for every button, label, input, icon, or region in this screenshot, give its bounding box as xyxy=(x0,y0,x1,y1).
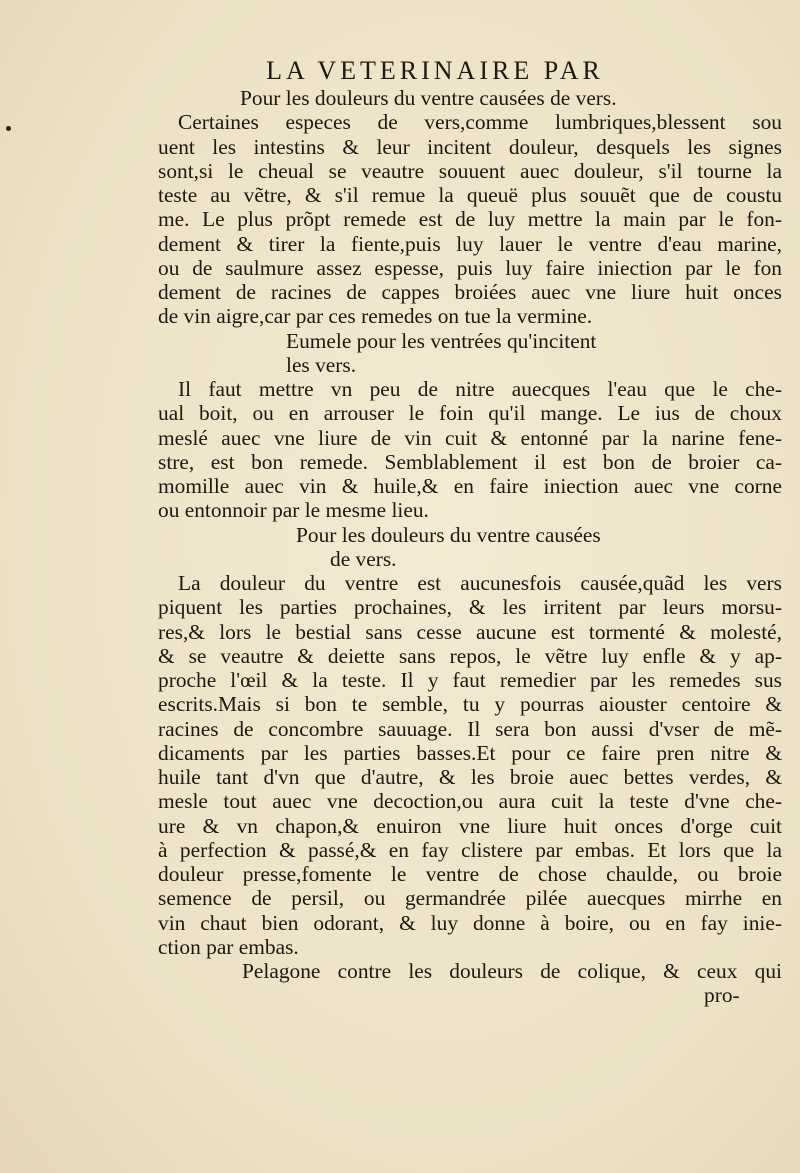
text-line: dement & tirer la fiente,puis luy lauer le ventre d'eau marine, xyxy=(158,231,782,256)
text-line: à perfection & passé,& en fay clistere par embas. Et lors que la xyxy=(158,837,782,862)
text-line: Pour les douleurs du ventre causées de vers. xyxy=(240,86,617,110)
text-line: meslé auec vne liure de vin cuit & entonné par la narine fene- xyxy=(158,425,782,450)
text-line: de vin aigre,car par ces remedes on tue la vermine. xyxy=(158,304,593,329)
text-line: ure & vn chapon,& enuiron vne liure huit onces d'orge cuit xyxy=(158,813,782,838)
text-line: huile tant d'vn que d'autre, & les broie auec bettes verdes, & xyxy=(158,765,782,789)
text-line: sont,si le cheual se veautre souuent auec douleur, s'il tourne la xyxy=(158,158,782,183)
text-line: Pour les douleurs du ventre causées xyxy=(296,522,601,547)
text-line: semence de persil, ou germandrée pilée auecques mirrhe en xyxy=(158,886,782,911)
text-line: ual boit, ou en arrouser le foin qu'il mange. Le ius de choux xyxy=(158,401,782,426)
text-line: ou entonnoir par le mesme lieu. xyxy=(158,498,429,523)
body-text xyxy=(158,86,782,1008)
text-line: Pelagone contre les douleurs de colique, & ceux qui xyxy=(242,959,782,983)
text-line: ou de saulmure assez espesse, puis luy faire iniection par le fon xyxy=(158,255,782,280)
text-line: racines de concombre sauuage. Il sera bon aussi d'vser de mẽ- xyxy=(158,716,782,741)
text-line: res,& lors le bestial sans cesse aucune est tormenté & molesté, xyxy=(158,619,782,644)
text-line: mesle tout auec vne decoction,ou aura cuit la teste d'vne che- xyxy=(158,789,782,814)
text-line: teste au vẽtre, & s'il remue la queuë plus souuẽt que de coustu xyxy=(158,183,782,207)
text-line: vin chaut bien odorant, & luy donne à boire, ou en fay inie- xyxy=(158,910,782,935)
text-line: uent les intestins & leur incitent douleur, desquels les signes xyxy=(158,134,782,159)
text-line: dement de racines de cappes broiées auec vne liure huit onces xyxy=(158,280,782,304)
text-line: dicaments par les parties basses.Et pour ce faire pren nitre & xyxy=(158,740,782,765)
margin-mark xyxy=(6,126,11,131)
running-head: LA VETERINAIRE PAR xyxy=(266,56,604,85)
text-line: piquent les parties prochaines, & les irritent par leurs morsu- xyxy=(158,595,782,620)
text-line: La douleur du ventre est aucunesfois causée,quãd les vers xyxy=(178,571,782,595)
text-line: Il faut mettre vn peu de nitre auecques l'eau que le che- xyxy=(178,377,782,401)
text-line: douleur presse,fomente le ventre de chose chaulde, ou broie xyxy=(158,862,782,886)
text-line: escrits.Mais si bon te semble, tu y pourras aiouster centoire & xyxy=(158,692,782,717)
text-line: pro- xyxy=(704,983,740,1008)
text-line: de vers. xyxy=(330,546,397,571)
text-line: me. Le plus prõpt remede est de luy mettre la main par le fon- xyxy=(158,207,782,232)
text-line: momille auec vin & huile,& en faire iniection auec vne corne xyxy=(158,474,782,498)
text-line: les vers. xyxy=(286,352,357,377)
text-line: Eumele pour les ventrées qu'incitent xyxy=(286,328,597,353)
text-line: stre, est bon remede. Semblablement il est bon de broier ca- xyxy=(158,449,782,474)
text-line: proche l'œil & la teste. Il y faut remedier par les remedes sus xyxy=(158,668,782,692)
text-line: Certaines especes de vers,comme lumbriques,blessent sou xyxy=(178,110,782,135)
text-line: ction par embas. xyxy=(158,934,299,959)
text-line: & se veautre & deiette sans repos, le vẽtre luy enfle & y ap- xyxy=(158,643,782,668)
